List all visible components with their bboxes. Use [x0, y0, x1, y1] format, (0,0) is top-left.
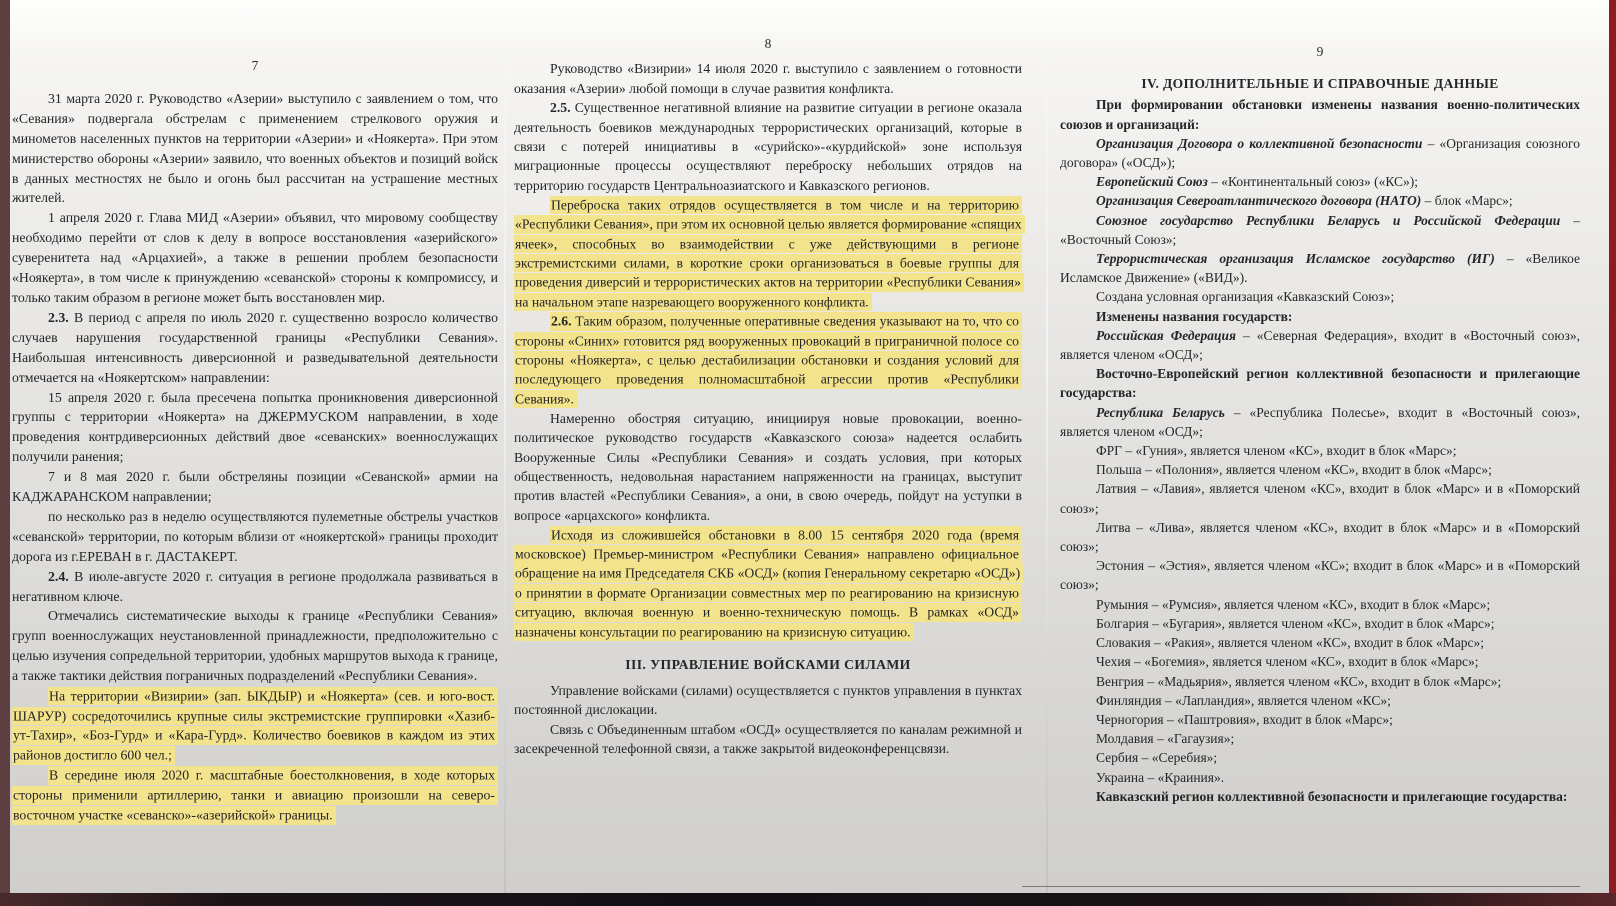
paragraph: Республика Беларусь – «Республика Полесье», входит в «Восточный союз», является членом «ОСД»; [1060, 404, 1580, 439]
page-9-body [1060, 74, 1580, 806]
page-separator [504, 0, 506, 906]
paragraph: 2.6. Таким образом, полученные оперативные сведения указывают на то, что со стороны «Синих» готовится ряд вооруженных провокаций в приграничной полосе со стороны «Ноякерта», с целью дестабилизации обстановки и создания условий для последующего проведения полномасштабной агрессии против «Республики Севания». [514, 312, 1022, 409]
paragraph: Эстония – «Эстия», является членом «КС»; входит в блок «Марс» и в «Поморский союз»; [1060, 558, 1580, 593]
paragraph: Управление войсками (силами) осуществляется с пунктов управления в пунктах постоянной дислокации. [514, 683, 1022, 718]
paragraph: Создана условная организация «Кавказский Союз»; [1096, 289, 1395, 305]
paragraph: Восточно-Европейский регион коллективной безопасности и прилегающие государства: [1060, 366, 1580, 401]
paragraph: Чехия – «Богемия», является членом «КС», входит в блок «Марс»; [1096, 654, 1479, 670]
bottom-border-bar [0, 893, 1616, 906]
paragraph: Переброска таких отрядов осуществляется в том числе и на территорию «Республики Севания», при этом их основной целью является формирование «спящих ячеек», способных во взаимодействии с уже действующими в регионе экстремистскими силами, в короткие сроки организоваться в боевые группы для проведения диверсий и террористических актов на территории «Республики Севания» на начальном этапе назревающего вооруженного конфликта. [514, 195, 1022, 311]
paragraph: Террористическая организация Исламское государство (ИГ) – «Великое Исламское Движение» («ВИД»). [1060, 251, 1580, 286]
paragraph: При формировании обстановки изменены названия военно-политических союзов и организаций: [1060, 97, 1580, 132]
left-border-strip [0, 0, 10, 906]
paragraph: Отмечались систематические выходы к границе «Республики Севания» групп военнослужащих неустановленной принадлежности, предположительно с целью изучения сопредельной территории, удобных маршрутов выхода к границе, а также тактики действия пограничных подразделений «Республики Севания». [12, 608, 498, 684]
paragraph-lead: 2.3. [48, 309, 69, 325]
paragraph-lead: Организация Договора о коллективной безопасности [1096, 135, 1423, 151]
paragraph: Румыния – «Румсия», является членом «КС», входит в блок «Марс»; [1096, 596, 1491, 612]
paragraph-lead: Организация Североатлантического договора (НАТО) [1096, 193, 1422, 209]
paragraph: В середине июля 2020 г. масштабные боестолкновения, в ходе которых стороны применили артиллерию, танки и авиацию произошли на северо-восточном участке «севанско»-«азерийской» границы. [12, 766, 498, 826]
paragraph: Изменены названия государств: [1096, 308, 1293, 324]
paragraph: Финляндия – «Лапландия», является членом «КС»; [1096, 692, 1391, 708]
paragraph-lead: 2.5. [550, 100, 571, 116]
paragraph: Связь с Объединенным штабом «ОСД» осуществляется по каналам режимной и засекреченной телефонной связи, а также закрытой видеоконференцсвязи. [514, 721, 1022, 757]
paragraph: Словакия – «Ракия», является членом «КС», входит в блок «Марс»; [1096, 635, 1485, 651]
paragraph: Организация Североатлантического договора (НАТО) – блок «Марс»; [1096, 193, 1513, 209]
paragraph-lead: Российская Федерация [1096, 327, 1237, 343]
paragraph: Литва – «Лива», является членом «КС», входит в блок «Марс» и в «Поморский союз»; [1060, 519, 1580, 555]
paragraph: Российская Федерация – «Северная Федерация», входит в «Восточный союз», является членом «ОСД»; [1060, 327, 1580, 363]
paragraph: Руководство «Визирии» 14 июля 2020 г. выступило с заявлением о готовности оказания «Азерии» любой помощи в случае развития конфликта. [514, 61, 1022, 96]
paragraph: 15 апреля 2020 г. была пресечена попытка проникновения диверсионной группы с территории «Ноякерта» на ДЖЕРМУСКОМ направлении, в ходе проведения контрдиверсионных действий двое «севанских» военнослужащих получили ранения; [12, 389, 498, 465]
paragraph: 1 апреля 2020 г. Глава МИД «Азерии» объявил, что мировому сообществу необходимо перейти от слов к делу в вопросе восстановления «азерийского» суверенитета над «Арцахией», а также в решении проблем безопасности «Ноякерта», в том числе к принуждению «севанской» стороны к компромиссу, и только таким образом в регионе может быть восстановлен мир. [12, 210, 498, 305]
paragraph-lead: Террористическая организация Исламское государство (ИГ) [1096, 251, 1495, 267]
paragraph: Европейский Союз – «Континентальный союз» («КС»); [1096, 174, 1419, 190]
paragraph: Венгрия – «Мадьярия», является членом «КС», входит в блок «Марс»; [1096, 673, 1502, 689]
paragraph: На территории «Визирии» (зап. ЫКДЫР) и «Ноякерта» (сев. и юго-вост. ШАРУР) сосредоточились крупные силы экстремистские группировки «Хазиб-ут-Тахир», «Боз-Гурд» и «Кара-Гурд». Количество боевиков в каждом из этих районов достигло 600 чел.; [12, 686, 498, 766]
paragraph: ФРГ – «Гуния», является членом «КС», входит в блок «Марс»; [1096, 443, 1457, 459]
page-8 [514, 34, 1022, 759]
paragraph-lead: 2.4. [48, 568, 69, 584]
paragraph-lead: 2.6. [551, 313, 572, 329]
page-7 [12, 56, 498, 825]
paragraph: Сербия – «Серебия»; [1096, 750, 1218, 766]
paragraph-lead: Республика Беларусь [1096, 404, 1225, 420]
paragraph: Кавказский регион коллективной безопасности и прилегающие государства: [1096, 788, 1568, 804]
paragraph: Латвия – «Лавия», является членом «КС», входит в блок «Марс» и в «Поморский союз»; [1060, 481, 1580, 516]
paragraph: Намеренно обостряя ситуацию, инициируя новые провокации, военно-политическое руководство государств «Кавказского союза» надеется ослабить Вооруженные Силы «Республики Севания» и создать условия, при которых общественность, недовольная нарастанием напряженности на границах, выступит против властей «Республики Севания», а они, в свою очередь, пойдут на уступки в вопросе «арцахского» конфликта. [514, 410, 1022, 523]
paragraph: Исходя из сложившейся обстановки в 8.00 15 сентября 2020 года (время московское) Премьер-министром «Республики Севания» направлено официальное обращение на имя Председателя СКБ «ОСД» (копия Генеральному секретарю «ОСД») о принятии в формате Организации совместных мер по реагированию на кризисную ситуацию, включая военную и военно-техническую помощь. В рамках «ОСД» назначены консультации по реагированию на кризисную ситуацию. [514, 525, 1022, 641]
paragraph: 2.4. В июле-августе 2020 г. ситуация в регионе продолжала развиваться в негативном ключе. [12, 568, 498, 604]
paragraph: Черногория – «Паштровия», входит в блок «Марс»; [1096, 711, 1393, 727]
paragraph: Организация Договора о коллективной безопасности – «Организация союзного договора» («ОСД»); [1060, 135, 1580, 171]
page-8-body [514, 59, 1022, 758]
page-number: 9 [1316, 44, 1324, 59]
page-separator [1046, 0, 1048, 906]
paragraph-lead: Союзное государство Республики Беларусь и Российской Федерации [1096, 212, 1561, 228]
paragraph: Болгария – «Бугария», является членом «КС», входит в блок «Марс»; [1096, 615, 1495, 631]
page-7-body [12, 89, 498, 826]
page-number: 7 [251, 58, 259, 73]
section-heading: III. УПРАВЛЕНИЕ ВОЙСКАМИ СИЛАМИ [625, 656, 911, 672]
paragraph: 2.5. Существенное негативной влияние на развитие ситуации в регионе оказала деятельность боевиков международных террористических организаций, которые в связи с потерей инициативы в «сурийско»-«курдийской» зоне используя миграционные процессы осуществляют переброску небольших отрядов на территорию государств Центральноазиатского и Кавказского регионов. [514, 100, 1022, 193]
paragraph: 2.3. В период с апреля по июль 2020 г. существенно возросло количество случаев нарушения государственной границы «Республики Севания». Наибольшая интенсивность диверсионной и разведывательной деятельности отмечается на «Ноякертском» направлении: [12, 309, 498, 385]
paragraph: Союзное государство Республики Беларусь и Российской Федерации – «Восточный Союз»; [1060, 212, 1580, 247]
section-heading: IV. ДОПОЛНИТЕЛЬНЫЕ И СПРАВОЧНЫЕ ДАННЫЕ [1141, 76, 1499, 92]
right-border-strip [1609, 0, 1616, 906]
footnote-rule [1022, 886, 1580, 887]
paragraph: 7 и 8 мая 2020 г. были обстреляны позиции «Севанской» армии на КАДЖАРАНСКОМ направлении; [12, 469, 498, 505]
page-number: 8 [764, 36, 772, 51]
paragraph: Молдавия – «Гагаузия»; [1096, 731, 1235, 747]
page-9 [1060, 42, 1580, 806]
paragraph: 31 марта 2020 г. Руководство «Азерии» выступило с заявлением о том, что «Севания» подвергала обстрелам с применением стрелкового оружия и минометов населенных пунктов на территории «Азерии» и «Ноякерта». При этом министерство обороны «Азерии» заявило, что военных объектов и позиций войск в данных местностях не было и огонь был рассчитан на устрашение местных жителей. [12, 90, 498, 206]
paragraph: по несколько раз в неделю осуществляются пулеметные обстрелы участков «севанской» территории, по которым вблизи от «ноякертской» границы проходит дорога из г.ЕРЕВАН в г. ДАСТАКЕРТ. [12, 508, 498, 564]
paragraph: Польша – «Полония», является членом «КС», входит в блок «Марс»; [1096, 462, 1492, 478]
paragraph-lead: Европейский Союз [1096, 174, 1208, 190]
paragraph: Украина – «Краиния». [1096, 769, 1225, 785]
